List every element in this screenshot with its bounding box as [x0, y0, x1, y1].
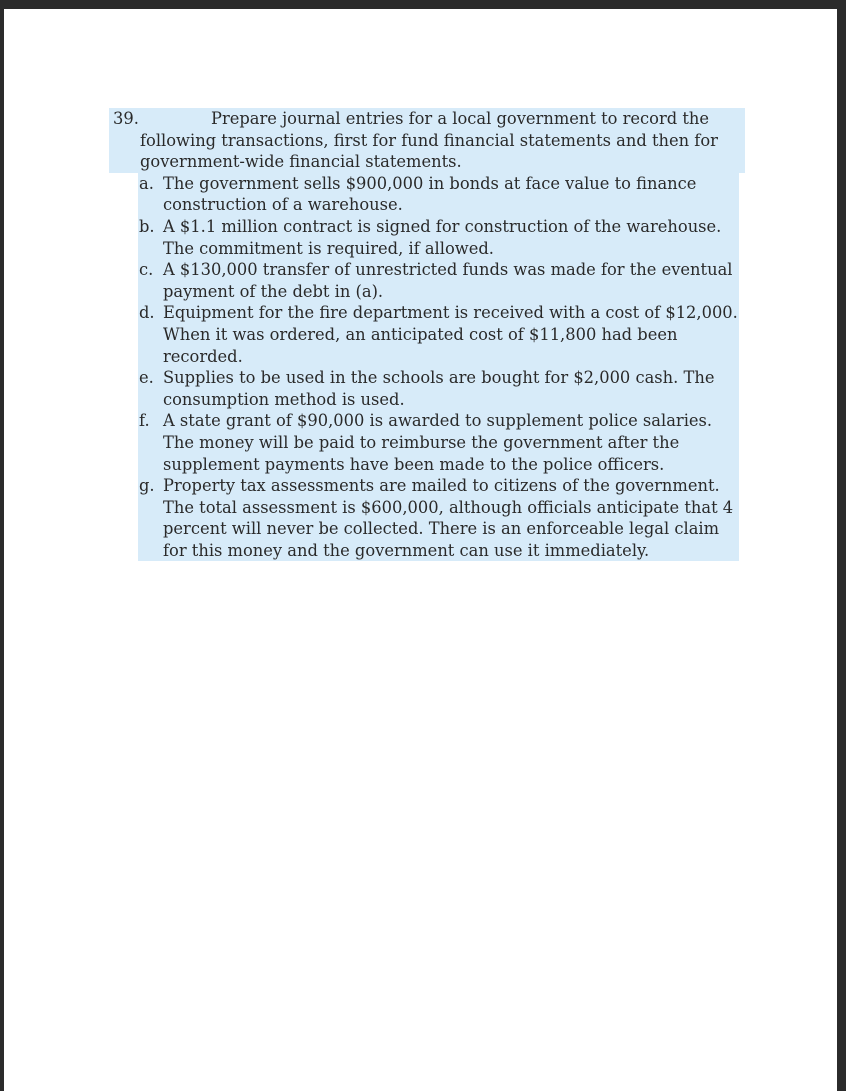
- item-letter: d.: [139, 303, 155, 323]
- transaction-item-e: [138, 367, 739, 410]
- question-intro-first: Prepare journal entries for a local government to record the: [211, 109, 710, 128]
- transaction-item-a: [138, 173, 739, 216]
- transaction-item-d: [138, 302, 739, 367]
- item-text: Supplies to be used in the schools are bought for $2,000 cash. The consumption method is used.: [163, 368, 715, 409]
- item-letter: f.: [139, 411, 150, 431]
- document-page: [4, 9, 837, 1091]
- item-letter: b.: [139, 216, 155, 236]
- question-intro-rest: following transactions, first for fund financial statements and then for government-wide financial statements.: [140, 130, 718, 172]
- transaction-item-c: [138, 259, 739, 302]
- question-39: [109, 108, 741, 561]
- item-text: The government sells $900,000 in bonds at face value to finance construction of a warehouse.: [163, 173, 697, 215]
- item-text: A state grant of $90,000 is awarded to supplement police salaries. The money will be paid to reimburse the government after the supplement payments have been made to the police officers.: [163, 411, 713, 474]
- transaction-item-b: [138, 216, 739, 259]
- transaction-item-f: [138, 410, 739, 475]
- item-text: Property tax assessments are mailed to citizens of the government. The total assessment is $600,000, although officials anticipate that 4 percent will never be collected. There is an enforceable legal claim for this money and the government can use it immediately.: [163, 476, 734, 560]
- item-letter: a.: [139, 173, 154, 193]
- item-text: A $130,000 transfer of unrestricted funds was made for the eventual payment of the debt in (a).: [163, 260, 733, 301]
- item-letter: e.: [139, 368, 154, 388]
- question-header: [109, 108, 745, 173]
- item-text: A $1.1 million contract is signed for construction of the warehouse. The commitment is required, if allowed.: [163, 216, 722, 258]
- question-number: 39.: [113, 109, 139, 128]
- transaction-item-g: [138, 475, 739, 561]
- item-letter: g.: [139, 476, 155, 496]
- transaction-list: [109, 173, 741, 562]
- item-text: Equipment for the fire department is received with a cost of $12,000. When it was ordered, an anticipated cost of $11,800 had been recorded.: [163, 303, 738, 366]
- item-letter: c.: [139, 260, 154, 280]
